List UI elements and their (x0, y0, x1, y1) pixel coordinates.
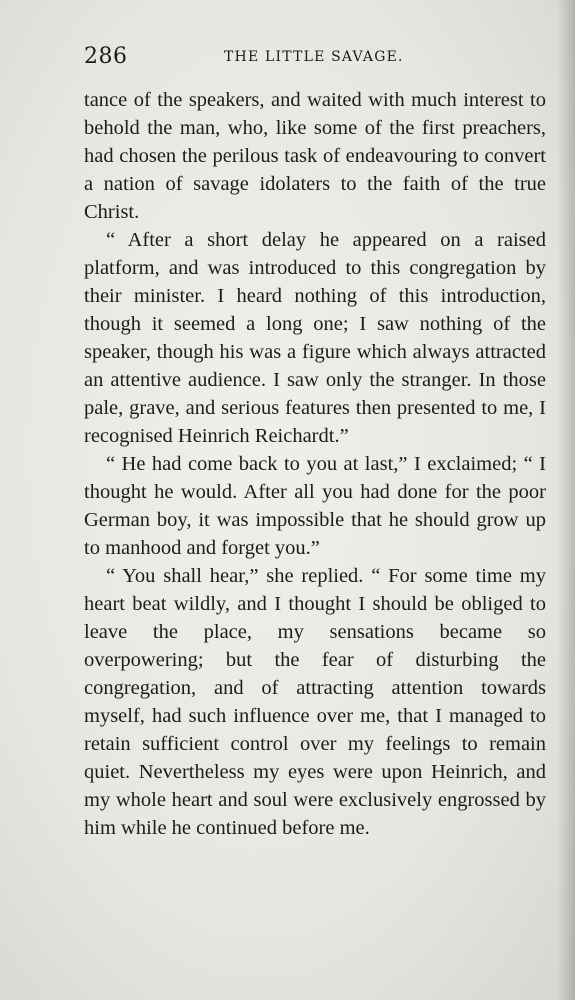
paragraph: “ After a short delay he appeared on a raised platform, and was introduced to this congregation by their minister. I heard nothing of this introduction, though it seemed a long one; I saw nothing of the speaker, though his was a figure which always attracted an attentive audience. I saw only the stranger. In those pale, grave, and serious features then presented to me, I recognised Heinrich Reichardt.” (84, 229, 546, 447)
running-title: THE LITTLE SAVAGE. (224, 49, 404, 65)
page-number: 286 (84, 44, 128, 69)
body-text (84, 86, 546, 842)
paragraph: “ He had come back to you at last,” I exclaimed; “ I thought he would. After all you had done for the poor German boy, it was impossible that he should grow up to manhood and forget you.” (84, 453, 546, 559)
page-header (84, 44, 544, 72)
paragraph: “ You shall hear,” she replied. “ For some time my heart beat wildly, and I thought I should be obliged to leave the place, my sensations became so overpowering; but the fear of disturbing the congregation, and of attracting attention towards myself, had such influence over me, that I managed to retain sufficient control over my feelings to remain quiet. Nevertheless my eyes were upon Heinrich, and my whole heart and soul were exclusively engrossed by him while he continued before me. (84, 565, 546, 839)
paragraph: tance of the speakers, and waited with much interest to behold the man, who, like some of the first preachers, had chosen the perilous task of endeavouring to convert a nation of savage idolaters to the faith of the true Christ. (84, 89, 546, 223)
